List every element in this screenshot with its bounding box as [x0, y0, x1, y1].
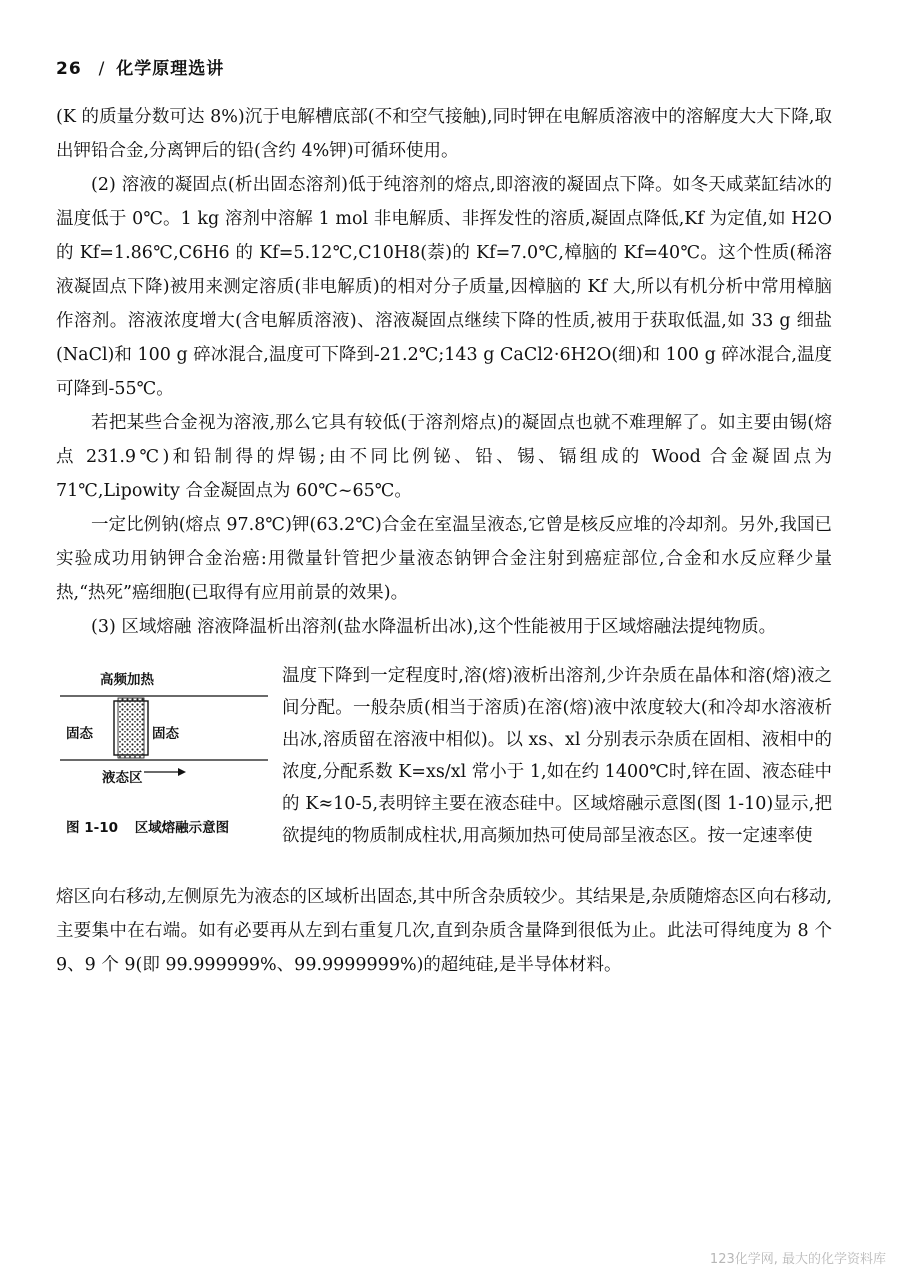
figure-side-text: 温度下降到一定程度时,溶(熔)液析出溶剂,少许杂质在晶体和溶(熔)液之间分配。一般杂质(相当于溶质)在溶(熔)液中浓度较大(和冷却水溶液析出冰,溶质留在溶液中相似)。以 xs、xl 分别表示杂质在固相、液相中的浓度,分配系数 K=xs/xl 常小于 1,如在约 1400℃时,锌在固、液态硅中的 K≈10-5,表明锌主要在液态硅中。区域熔融示意图(图 1-10)显示,把欲提纯的物质制成柱状,用高频加热可使局部呈液态区。按一定速率使	[282, 666, 832, 846]
zone-melting-figure	[56, 668, 276, 848]
move-arrow-head	[178, 768, 186, 776]
paragraph-zone-melting-intro: (3) 区域熔融 溶液降温析出溶剂(盐水降温析出冰),这个性能被用于区域熔融法提纯物质。	[91, 617, 777, 637]
paragraph-freezing-point: (2) 溶液的凝固点(析出固态溶剂)低于纯溶剂的熔点,即溶液的凝固点下降。如冬天咸菜缸结冰的温度低于 0℃。1 kg 溶剂中溶解 1 mol 非电解质、非挥发性的溶质,凝固点降低,Kf 为定值,如 H2O 的 Kf=1.86℃,C6H6 的 Kf=5.12℃,C10H8(萘)的 Kf=7.0℃,樟脑的 Kf=40℃。这个性质(稀溶液凝固点下降)被用来测定溶质(非电解质)的相对分子质量,因樟脑的 Kf 大,所以有机分析中常用樟脑作溶剂。溶液浓度增大(含电解质溶液)、溶液凝固点继续下降的性质,被用于获取低温,如 33 g 细盐(NaCl)和 100 g 碎冰混合,温度可下降到-21.2℃;143 g CaCl2·6H2O(细)和 100 g 碎冰混合,温度可降到-55℃。	[56, 175, 832, 399]
label-high-frequency-heating: 高频加热	[100, 672, 154, 688]
figure-number: 图 1-10	[66, 820, 118, 836]
paragraph-nak-alloy: 一定比例钠(熔点 97.8℃)钾(63.2℃)合金在室温呈液态,它曾是核反应堆的冷却剂。另外,我国已实验成功用钠钾合金治癌:用微量针管把少量液态钠钾合金注射到癌症部位,合金和水反应释少量热,“热死”癌细胞(已取得有应用前景的效果)。	[56, 515, 832, 603]
page-header	[56, 54, 224, 79]
figure-title: 区域熔融示意图	[134, 820, 230, 836]
site-watermark: 123化学网, 最大的化学资料库	[709, 1252, 886, 1267]
body-text-bottom	[56, 880, 832, 982]
paragraph-alloys: 若把某些合金视为溶液,那么它具有较低(于溶剂熔点)的凝固点也就不难理解了。如主要由锡(熔点 231.9℃)和铅制得的焊锡;由不同比例铋、铅、锡、镉组成的 Wood 合金凝固点为 71℃,Lipowity 合金凝固点为 60℃~65℃。	[56, 413, 832, 501]
label-solid-right: 固态	[152, 726, 179, 742]
label-liquid-zone: 液态区	[102, 770, 143, 786]
liquid-zone	[118, 698, 144, 758]
paragraph-zone-melting-result: 熔区向右移动,左侧原先为液态的区域析出固态,其中所含杂质较少。其结果是,杂质随熔态区向右移动,主要集中在右端。如有必要再从左到右重复几次,直到杂质含量降到很低为止。此法可得纯度为 8 个 9、9 个 9(即 99.999999%、99.9999999%)的超纯硅,是半导体材料。	[56, 887, 832, 975]
label-solid-left: 固态	[66, 726, 93, 742]
header-separator: /	[98, 59, 106, 79]
paragraph-continuation: (K 的质量分数可达 8%)沉于电解槽底部(不和空气接触),同时钾在电解质溶液中的溶解度大大下降,取出钾铅合金,分离钾后的铅(含约 4%钾)可循环使用。	[56, 107, 832, 161]
figure-caption	[66, 816, 229, 836]
book-title: 化学原理选讲	[116, 59, 225, 79]
page-number: 26	[56, 59, 82, 79]
body-text-top	[56, 100, 832, 644]
